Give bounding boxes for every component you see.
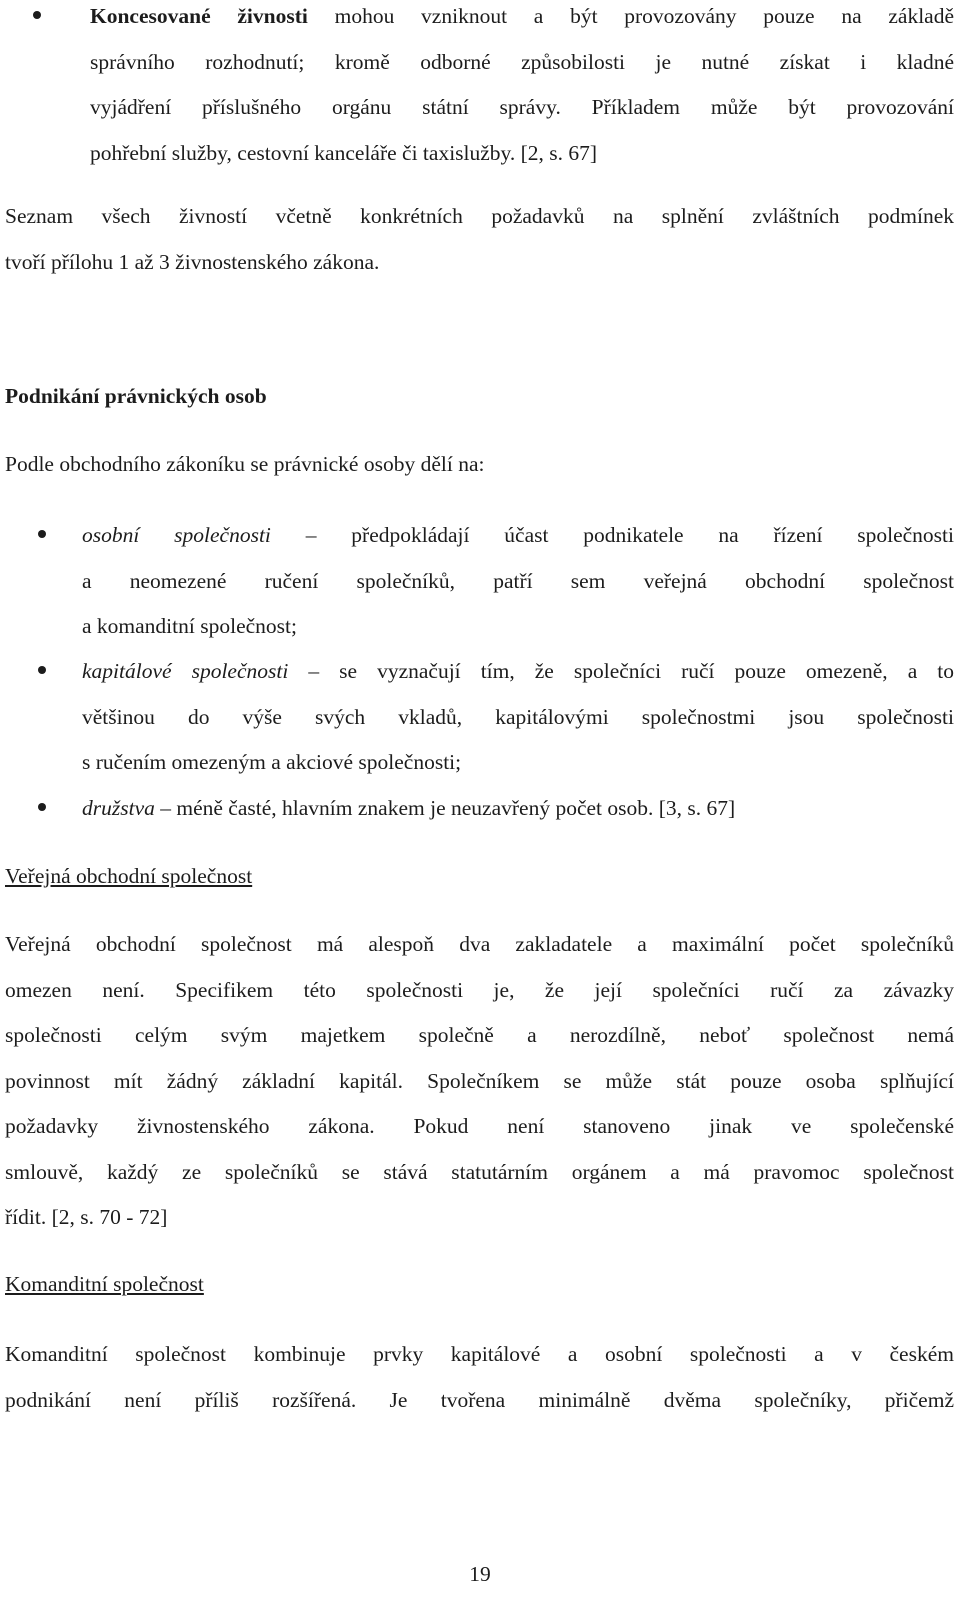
concession-line-2: správního rozhodnutí; kromě odborné způsobilosti je nutné získat i kladné	[90, 49, 954, 74]
type-kapitalove-line-1: kapitálové společnosti – se vyznačují tím, že společníci ručí pouze omezeně, a to	[82, 659, 954, 683]
type-osobni-line-3: a komanditní společnost;	[82, 614, 297, 638]
ks-paragraph	[5, 1332, 954, 1423]
concession-line-1: Koncesované živnosti mohou vzniknout a být provozovány pouze na základě	[90, 4, 955, 28]
ks-line-1: Komanditní společnost kombinuje prvky kapitálové a osobní společnosti a v českém	[5, 1342, 954, 1366]
ks-heading: Komanditní společnost	[5, 1272, 204, 1296]
vos-line-4: povinnost mít žádný základní kapitál. Společníkem se může stát pouze osoba splňující	[5, 1068, 954, 1093]
bullet-dot	[38, 666, 46, 674]
type-kapitalove-line-3: s ručením omezeným a akciové společnosti;	[82, 750, 462, 774]
seznam-line-2: tvoří přílohu 1 až 3 živnostenského zákona.	[5, 249, 380, 274]
type-druzstva-line-1: družstva – méně časté, hlavním znakem je neuzavřený počet osob. [3, s. 67]	[82, 796, 736, 820]
bullet-dot	[38, 530, 46, 538]
vos-line-5: požadavky živnostenského zákona. Pokud není stanoveno jinak ve společenské	[5, 1114, 954, 1138]
section-heading: Podnikání právnických osob	[5, 384, 267, 408]
bullet-dot	[33, 11, 41, 19]
concession-line-4: pohřební služby, cestovní kanceláře či taxislužby. [2, s. 67]	[90, 140, 598, 165]
section-intro: Podle obchodního zákoníku se právnické osoby dělí na:	[5, 452, 485, 476]
bullet-dot	[38, 803, 46, 811]
seznam-line-1: Seznam všech živností včetně konkrétních požadavků na splnění zvláštních podmínek	[5, 204, 954, 228]
type-kapitalove	[82, 649, 954, 786]
concession-line-3: vyjádření příslušného orgánu státní správy. Příkladem může být provozování	[90, 95, 954, 119]
type-osobni	[82, 513, 954, 650]
vos-heading: Veřejná obchodní společnost	[5, 864, 253, 888]
vos-line-6: smlouvě, každý ze společníků se stává statutárním orgánem a má pravomoc společnost	[5, 1159, 954, 1184]
vos-line-7: řídit. [2, s. 70 - 72]	[5, 1205, 168, 1229]
type-osobni-line-1: osobní společnosti – předpokládají účast podnikatele na řízení společnosti	[82, 523, 954, 547]
type-kapitalove-line-2: většinou do výše svých vkladů, kapitálovými společnostmi jsou společnosti	[82, 704, 954, 729]
vos-line-1: Veřejná obchodní společnost má alespoň dva zakladatele a maximální počet společníků	[5, 932, 954, 956]
concession-bullet	[90, 0, 954, 176]
ks-line-2: podnikání není příliš rozšířená. Je tvořena minimálně dvěma společníky, přičemž	[5, 1387, 954, 1412]
type-osobni-line-2: a neomezené ručení společníků, patří sem veřejná obchodní společnost	[82, 568, 954, 593]
seznam-paragraph	[5, 194, 954, 285]
page-number: 19	[469, 1562, 491, 1586]
type-druzstva	[82, 786, 954, 832]
vos-line-2: omezen není. Specifikem této společnosti je, že její společníci ručí za závazky	[5, 977, 954, 1002]
vos-paragraph	[5, 922, 954, 1241]
vos-line-3: společnosti celým svým majetkem společně a nerozdílně, neboť společnost nemá	[5, 1023, 954, 1047]
